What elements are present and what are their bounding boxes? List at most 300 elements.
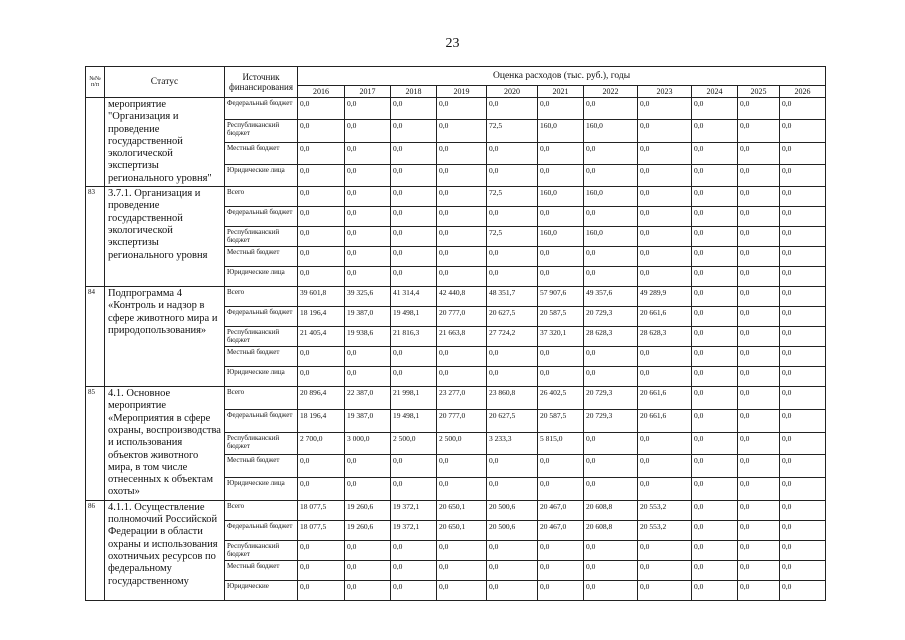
value-cell: 20 777,0	[437, 307, 487, 327]
value-cell: 0,0	[780, 478, 826, 501]
value-cell: 0,0	[638, 367, 692, 387]
source-cell: Местный бюджет	[225, 247, 298, 267]
value-cell: 0,0	[345, 247, 391, 267]
value-cell: 57 907,6	[538, 287, 584, 307]
source-cell: Местный бюджет	[225, 142, 298, 164]
value-cell: 2 500,0	[391, 432, 437, 455]
value-cell: 20 650,1	[437, 500, 487, 520]
value-cell: 22 387,0	[345, 387, 391, 410]
num-header: №№ п/п	[86, 67, 105, 98]
value-cell: 20 661,6	[638, 409, 692, 432]
status-cell: 3.7.1. Организация и проведение государственной экологической экспертизы регионального уровня	[105, 187, 225, 287]
value-cell: 0,0	[638, 207, 692, 227]
value-cell: 20 729,3	[584, 387, 638, 410]
value-cell: 18 077,5	[298, 520, 345, 540]
value-cell: 0,0	[738, 267, 780, 287]
value-cell: 0,0	[437, 207, 487, 227]
value-cell: 0,0	[345, 580, 391, 600]
value-cell: 19 498,1	[391, 307, 437, 327]
source-cell: Местный бюджет	[225, 560, 298, 580]
value-cell: 19 372,1	[391, 520, 437, 540]
table-row	[86, 387, 826, 410]
value-cell: 0,0	[538, 367, 584, 387]
value-cell: 0,0	[487, 367, 538, 387]
value-cell: 20 553,2	[638, 520, 692, 540]
value-cell: 0,0	[437, 247, 487, 267]
value-cell: 0,0	[487, 478, 538, 501]
value-cell: 0,0	[487, 98, 538, 120]
value-cell: 0,0	[538, 478, 584, 501]
value-cell: 0,0	[638, 347, 692, 367]
value-cell: 20 500,6	[487, 520, 538, 540]
value-cell: 0,0	[692, 500, 738, 520]
value-cell: 0,0	[738, 98, 780, 120]
value-cell: 20 729,3	[584, 409, 638, 432]
value-cell: 0,0	[780, 287, 826, 307]
value-cell: 0,0	[298, 347, 345, 367]
value-cell: 0,0	[780, 580, 826, 600]
value-cell: 0,0	[780, 207, 826, 227]
value-cell: 0,0	[692, 247, 738, 267]
value-cell: 0,0	[692, 520, 738, 540]
value-cell: 0,0	[692, 307, 738, 327]
value-cell: 0,0	[298, 247, 345, 267]
value-cell: 49 357,6	[584, 287, 638, 307]
value-cell: 0,0	[437, 367, 487, 387]
year-header: 2017	[345, 86, 391, 98]
table-row	[86, 98, 826, 120]
value-cell: 0,0	[692, 227, 738, 247]
value-cell: 0,0	[638, 478, 692, 501]
status-header: Статус	[105, 67, 225, 98]
value-cell: 0,0	[298, 207, 345, 227]
value-cell: 0,0	[437, 120, 487, 142]
value-cell: 0,0	[298, 120, 345, 142]
value-cell: 72,5	[487, 120, 538, 142]
value-cell: 160,0	[584, 187, 638, 207]
value-cell: 0,0	[738, 367, 780, 387]
value-cell: 0,0	[780, 142, 826, 164]
value-cell: 0,0	[638, 247, 692, 267]
value-cell: 20 777,0	[437, 409, 487, 432]
value-cell: 0,0	[692, 432, 738, 455]
value-cell: 0,0	[345, 142, 391, 164]
value-cell: 0,0	[538, 267, 584, 287]
value-cell: 0,0	[738, 207, 780, 227]
source-cell: Юридические лица	[225, 367, 298, 387]
value-cell: 0,0	[638, 187, 692, 207]
value-cell: 0,0	[437, 478, 487, 501]
value-cell: 0,0	[780, 560, 826, 580]
value-cell: 0,0	[437, 98, 487, 120]
value-cell: 0,0	[345, 455, 391, 478]
value-cell: 0,0	[692, 327, 738, 347]
value-cell: 20 729,3	[584, 307, 638, 327]
value-cell: 0,0	[487, 560, 538, 580]
source-cell: Республиканский бюджет	[225, 432, 298, 455]
value-cell: 2 700,0	[298, 432, 345, 455]
value-cell: 0,0	[538, 207, 584, 227]
value-cell: 0,0	[692, 207, 738, 227]
value-cell: 0,0	[391, 478, 437, 501]
value-cell: 0,0	[345, 207, 391, 227]
value-cell: 0,0	[738, 478, 780, 501]
value-cell: 0,0	[437, 164, 487, 186]
value-cell: 42 440,8	[437, 287, 487, 307]
value-cell: 0,0	[738, 287, 780, 307]
value-cell: 0,0	[391, 98, 437, 120]
year-header: 2021	[538, 86, 584, 98]
value-cell: 0,0	[584, 98, 638, 120]
value-cell: 0,0	[584, 347, 638, 367]
value-cell: 21 405,4	[298, 327, 345, 347]
value-cell: 0,0	[780, 164, 826, 186]
value-cell: 0,0	[692, 478, 738, 501]
value-cell: 0,0	[738, 142, 780, 164]
value-cell: 37 320,1	[538, 327, 584, 347]
value-cell: 0,0	[738, 500, 780, 520]
row-number	[86, 98, 105, 187]
value-cell: 41 314,4	[391, 287, 437, 307]
value-cell: 0,0	[780, 307, 826, 327]
value-cell: 0,0	[437, 142, 487, 164]
status-cell: мероприятие "Организация и проведение государственной экологической экспертизы регионального уровня"	[105, 98, 225, 187]
source-cell: Местный бюджет	[225, 455, 298, 478]
value-cell: 0,0	[345, 267, 391, 287]
budget-table	[85, 66, 826, 601]
value-cell: 27 724,2	[487, 327, 538, 347]
value-cell: 0,0	[638, 267, 692, 287]
value-cell: 0,0	[538, 247, 584, 267]
value-cell: 0,0	[738, 327, 780, 347]
value-cell: 21 998,1	[391, 387, 437, 410]
value-cell: 0,0	[298, 267, 345, 287]
value-cell: 0,0	[692, 580, 738, 600]
value-cell: 20 661,6	[638, 387, 692, 410]
value-cell: 0,0	[692, 98, 738, 120]
value-cell: 0,0	[692, 287, 738, 307]
value-cell: 21 663,8	[437, 327, 487, 347]
value-cell: 0,0	[738, 520, 780, 540]
value-cell: 0,0	[738, 164, 780, 186]
value-cell: 0,0	[391, 120, 437, 142]
value-cell: 0,0	[738, 247, 780, 267]
value-cell: 0,0	[487, 267, 538, 287]
value-cell: 0,0	[780, 227, 826, 247]
value-cell: 0,0	[391, 540, 437, 560]
value-cell: 0,0	[298, 164, 345, 186]
value-cell: 0,0	[391, 142, 437, 164]
value-cell: 0,0	[692, 164, 738, 186]
value-cell: 0,0	[298, 560, 345, 580]
value-cell: 0,0	[538, 580, 584, 600]
value-cell: 0,0	[780, 327, 826, 347]
status-cell: 4.1. Основное мероприятие «Мероприятия в сфере охраны, воспроизводства и использования объектов животного мира, в том числе отнесенных к объектам охоты»	[105, 387, 225, 501]
value-cell: 39 601,8	[298, 287, 345, 307]
value-cell: 0,0	[345, 478, 391, 501]
value-cell: 0,0	[391, 227, 437, 247]
value-cell: 20 467,0	[538, 500, 584, 520]
year-header: 2019	[437, 86, 487, 98]
source-cell: Федеральный бюджет	[225, 307, 298, 327]
value-cell: 0,0	[738, 409, 780, 432]
source-cell: Федеральный бюджет	[225, 98, 298, 120]
value-cell: 0,0	[780, 520, 826, 540]
value-cell: 20 896,4	[298, 387, 345, 410]
value-cell: 0,0	[738, 227, 780, 247]
value-cell: 0,0	[738, 540, 780, 560]
year-header: 2023	[638, 86, 692, 98]
value-cell: 0,0	[298, 227, 345, 247]
value-cell: 0,0	[538, 98, 584, 120]
value-cell: 0,0	[638, 227, 692, 247]
value-cell: 0,0	[345, 540, 391, 560]
value-cell: 0,0	[692, 142, 738, 164]
value-cell: 0,0	[437, 455, 487, 478]
estimate-header: Оценка расходов (тыс. руб.), годы	[298, 67, 826, 86]
value-cell: 0,0	[584, 580, 638, 600]
value-cell: 0,0	[584, 267, 638, 287]
value-cell: 0,0	[584, 247, 638, 267]
value-cell: 0,0	[638, 164, 692, 186]
source-cell: Всего	[225, 187, 298, 207]
value-cell: 18 196,4	[298, 307, 345, 327]
value-cell: 0,0	[538, 540, 584, 560]
value-cell: 19 387,0	[345, 307, 391, 327]
value-cell: 0,0	[638, 455, 692, 478]
value-cell: 0,0	[780, 540, 826, 560]
row-number: 86	[86, 500, 105, 600]
value-cell: 0,0	[345, 98, 391, 120]
row-number: 85	[86, 387, 105, 501]
value-cell: 0,0	[345, 560, 391, 580]
value-cell: 0,0	[437, 580, 487, 600]
value-cell: 0,0	[692, 367, 738, 387]
value-cell: 0,0	[780, 432, 826, 455]
value-cell: 0,0	[638, 560, 692, 580]
source-cell: Республиканский бюджет	[225, 227, 298, 247]
value-cell: 0,0	[538, 455, 584, 478]
value-cell: 0,0	[638, 98, 692, 120]
value-cell: 0,0	[780, 409, 826, 432]
value-cell: 0,0	[437, 560, 487, 580]
value-cell: 72,5	[487, 227, 538, 247]
value-cell: 0,0	[538, 347, 584, 367]
value-cell: 0,0	[345, 120, 391, 142]
value-cell: 0,0	[584, 142, 638, 164]
value-cell: 0,0	[692, 267, 738, 287]
value-cell: 21 816,3	[391, 327, 437, 347]
value-cell: 28 628,3	[584, 327, 638, 347]
source-cell: Всего	[225, 500, 298, 520]
source-cell: Республиканский бюджет	[225, 540, 298, 560]
year-header: 2016	[298, 86, 345, 98]
source-cell: Юридические лица	[225, 478, 298, 501]
value-cell: 0,0	[487, 164, 538, 186]
source-cell: Юридические лица	[225, 267, 298, 287]
source-cell: Федеральный бюджет	[225, 520, 298, 540]
value-cell: 19 372,1	[391, 500, 437, 520]
value-cell: 0,0	[738, 432, 780, 455]
value-cell: 0,0	[391, 560, 437, 580]
value-cell: 0,0	[738, 307, 780, 327]
value-cell: 0,0	[391, 267, 437, 287]
source-cell: Федеральный бюджет	[225, 207, 298, 227]
value-cell: 20 661,6	[638, 307, 692, 327]
value-cell: 0,0	[345, 367, 391, 387]
year-header: 2020	[487, 86, 538, 98]
value-cell: 0,0	[437, 540, 487, 560]
value-cell: 20 500,6	[487, 500, 538, 520]
value-cell: 0,0	[345, 347, 391, 367]
value-cell: 0,0	[391, 455, 437, 478]
source-cell: Республиканский бюджет	[225, 327, 298, 347]
table-row	[86, 287, 826, 307]
value-cell: 0,0	[487, 540, 538, 560]
value-cell: 0,0	[692, 120, 738, 142]
source-cell: Юридические	[225, 580, 298, 600]
value-cell: 0,0	[738, 455, 780, 478]
value-cell: 160,0	[538, 187, 584, 207]
value-cell: 160,0	[584, 227, 638, 247]
value-cell: 39 325,6	[345, 287, 391, 307]
value-cell: 0,0	[298, 455, 345, 478]
value-cell: 0,0	[345, 227, 391, 247]
source-cell: Федеральный бюджет	[225, 409, 298, 432]
value-cell: 0,0	[780, 455, 826, 478]
value-cell: 0,0	[391, 247, 437, 267]
source-cell: Всего	[225, 287, 298, 307]
value-cell: 0,0	[391, 164, 437, 186]
value-cell: 20 627,5	[487, 307, 538, 327]
value-cell: 0,0	[738, 187, 780, 207]
value-cell: 20 587,5	[538, 307, 584, 327]
table-body	[86, 98, 826, 601]
value-cell: 0,0	[780, 500, 826, 520]
value-cell: 0,0	[780, 347, 826, 367]
value-cell: 0,0	[487, 347, 538, 367]
year-header: 2022	[584, 86, 638, 98]
year-header: 2025	[738, 86, 780, 98]
value-cell: 0,0	[538, 560, 584, 580]
value-cell: 0,0	[391, 187, 437, 207]
value-cell: 160,0	[538, 120, 584, 142]
value-cell: 0,0	[437, 347, 487, 367]
value-cell: 0,0	[298, 187, 345, 207]
page-number: 23	[445, 36, 460, 51]
value-cell: 0,0	[780, 120, 826, 142]
value-cell: 0,0	[487, 142, 538, 164]
value-cell: 0,0	[738, 580, 780, 600]
value-cell: 0,0	[298, 540, 345, 560]
source-cell: Всего	[225, 387, 298, 410]
row-number: 84	[86, 287, 105, 387]
source-cell: Юридические лица	[225, 164, 298, 186]
value-cell: 0,0	[487, 207, 538, 227]
value-cell: 0,0	[780, 187, 826, 207]
value-cell: 2 500,0	[437, 432, 487, 455]
value-cell: 0,0	[391, 580, 437, 600]
value-cell: 0,0	[538, 142, 584, 164]
value-cell: 0,0	[298, 98, 345, 120]
value-cell: 3 000,0	[345, 432, 391, 455]
value-cell: 0,0	[738, 560, 780, 580]
value-cell: 0,0	[638, 432, 692, 455]
value-cell: 0,0	[584, 207, 638, 227]
source-cell: Местный бюджет	[225, 347, 298, 367]
value-cell: 19 387,0	[345, 409, 391, 432]
value-cell: 20 553,2	[638, 500, 692, 520]
value-cell: 0,0	[584, 432, 638, 455]
value-cell: 0,0	[437, 187, 487, 207]
value-cell: 0,0	[487, 580, 538, 600]
value-cell: 19 260,6	[345, 500, 391, 520]
value-cell: 0,0	[487, 247, 538, 267]
value-cell: 0,0	[738, 120, 780, 142]
value-cell: 0,0	[298, 580, 345, 600]
value-cell: 23 277,0	[437, 387, 487, 410]
year-header: 2026	[780, 86, 826, 98]
value-cell: 0,0	[638, 580, 692, 600]
value-cell: 0,0	[584, 478, 638, 501]
value-cell: 19 938,6	[345, 327, 391, 347]
value-cell: 0,0	[780, 247, 826, 267]
value-cell: 0,0	[391, 367, 437, 387]
value-cell: 0,0	[638, 540, 692, 560]
value-cell: 20 467,0	[538, 520, 584, 540]
value-cell: 0,0	[345, 187, 391, 207]
value-cell: 0,0	[638, 120, 692, 142]
value-cell: 160,0	[538, 227, 584, 247]
value-cell: 0,0	[692, 540, 738, 560]
value-cell: 20 608,8	[584, 520, 638, 540]
value-cell: 0,0	[738, 347, 780, 367]
value-cell: 49 289,9	[638, 287, 692, 307]
value-cell: 0,0	[538, 164, 584, 186]
value-cell: 19 260,6	[345, 520, 391, 540]
row-number: 83	[86, 187, 105, 287]
value-cell: 18 196,4	[298, 409, 345, 432]
value-cell: 72,5	[487, 187, 538, 207]
value-cell: 0,0	[391, 207, 437, 227]
value-cell: 0,0	[780, 98, 826, 120]
value-cell: 0,0	[638, 142, 692, 164]
table-row	[86, 500, 826, 520]
value-cell: 0,0	[692, 187, 738, 207]
value-cell: 20 608,8	[584, 500, 638, 520]
value-cell: 160,0	[584, 120, 638, 142]
value-cell: 0,0	[298, 478, 345, 501]
value-cell: 0,0	[298, 142, 345, 164]
value-cell: 0,0	[584, 455, 638, 478]
value-cell: 0,0	[391, 347, 437, 367]
value-cell: 20 650,1	[437, 520, 487, 540]
value-cell: 0,0	[345, 164, 391, 186]
value-cell: 23 860,8	[487, 387, 538, 410]
table-row	[86, 187, 826, 207]
value-cell: 48 351,7	[487, 287, 538, 307]
value-cell: 0,0	[780, 387, 826, 410]
value-cell: 3 233,3	[487, 432, 538, 455]
value-cell: 0,0	[584, 560, 638, 580]
value-cell: 28 628,3	[638, 327, 692, 347]
value-cell: 0,0	[584, 164, 638, 186]
value-cell: 20 587,5	[538, 409, 584, 432]
value-cell: 0,0	[298, 367, 345, 387]
value-cell: 20 627,5	[487, 409, 538, 432]
value-cell: 26 402,5	[538, 387, 584, 410]
value-cell: 0,0	[437, 227, 487, 247]
